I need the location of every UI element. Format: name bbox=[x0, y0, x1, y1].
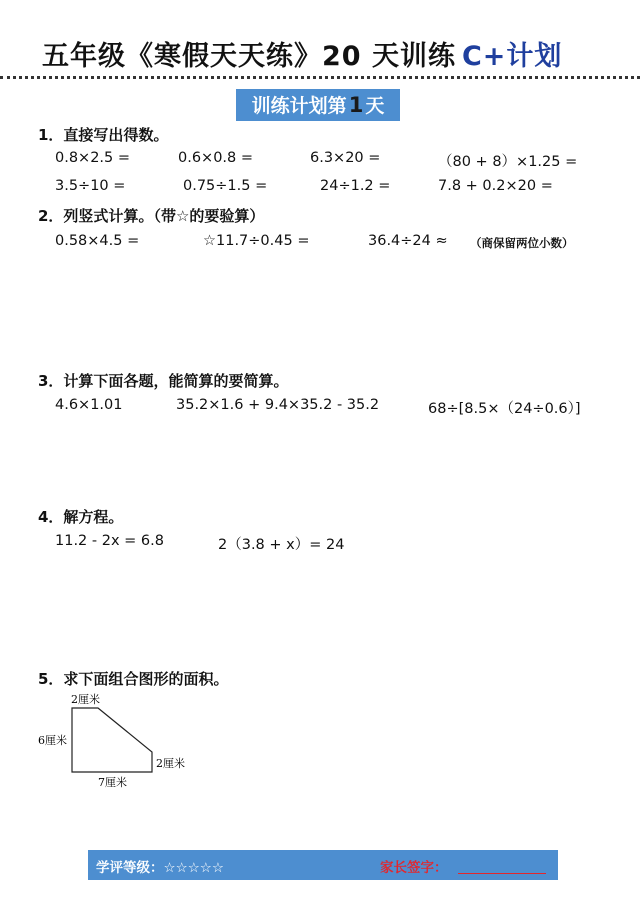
day-number: 1 bbox=[348, 93, 364, 117]
plan-label: C+计划 bbox=[461, 41, 563, 72]
label-right: 2厘米 bbox=[156, 757, 185, 770]
composite-figure bbox=[30, 690, 200, 790]
section-1-title: 1．直接写出得数。 bbox=[38, 126, 169, 144]
s4-item: 11.2 - 2x = 6.8 bbox=[55, 533, 164, 549]
rating-area bbox=[96, 856, 224, 876]
signature-line bbox=[458, 873, 546, 874]
s1-item: （80 + 8）×1.25 = bbox=[438, 154, 578, 170]
footer-bar bbox=[88, 850, 558, 880]
section-4-title: 4．解方程。 bbox=[38, 508, 124, 526]
title-text: 五年级《寒假天天练》20 天训练 bbox=[42, 41, 456, 72]
page-title bbox=[42, 34, 562, 73]
dotted-divider bbox=[0, 76, 640, 79]
section-2-title: 2．列竖式计算。（带☆的要验算） bbox=[38, 207, 265, 225]
s1-item: 24÷1.2 = bbox=[320, 178, 391, 194]
label-left: 6厘米 bbox=[38, 734, 67, 747]
section-5-title: 5．求下面组合图形的面积。 bbox=[38, 670, 229, 688]
rating-label: 学评等级： bbox=[96, 860, 164, 876]
day-prefix: 训练计划第 bbox=[251, 95, 347, 117]
day-suffix: 天 bbox=[365, 95, 385, 117]
section-3-title: 3．计算下面各题，能简算的要简算。 bbox=[38, 372, 289, 390]
s1-item: 0.6×0.8 = bbox=[178, 150, 254, 166]
s1-item: 6.3×20 = bbox=[310, 150, 381, 166]
label-bottom: 7厘米 bbox=[98, 776, 127, 789]
s1-item: 0.8×2.5 = bbox=[55, 150, 131, 166]
s1-item: 0.75÷1.5 = bbox=[183, 178, 268, 194]
s2-item: 36.4÷24 ≈ bbox=[368, 233, 448, 249]
s2-item: 0.58×4.5 = bbox=[55, 233, 140, 249]
rating-stars: ☆☆☆☆☆ bbox=[163, 860, 225, 876]
sign-label: 家长签字： bbox=[380, 860, 448, 876]
day-banner bbox=[236, 89, 400, 121]
figure-shape bbox=[72, 708, 152, 772]
s3-item: 35.2×1.6 + 9.4×35.2 - 35.2 bbox=[176, 397, 380, 413]
s1-item: 3.5÷10 = bbox=[55, 178, 126, 194]
s3-item: 68÷[8.5×（24÷0.6）] bbox=[428, 401, 581, 417]
s4-item: 2（3.8 + x）= 24 bbox=[218, 537, 345, 553]
label-top: 2厘米 bbox=[71, 693, 100, 706]
s1-item: 7.8 + 0.2×20 = bbox=[438, 178, 553, 194]
s3-item: 4.6×1.01 bbox=[55, 397, 123, 413]
s2-note: （商保留两位小数） bbox=[470, 236, 574, 250]
s2-item: ☆11.7÷0.45 = bbox=[203, 233, 310, 249]
